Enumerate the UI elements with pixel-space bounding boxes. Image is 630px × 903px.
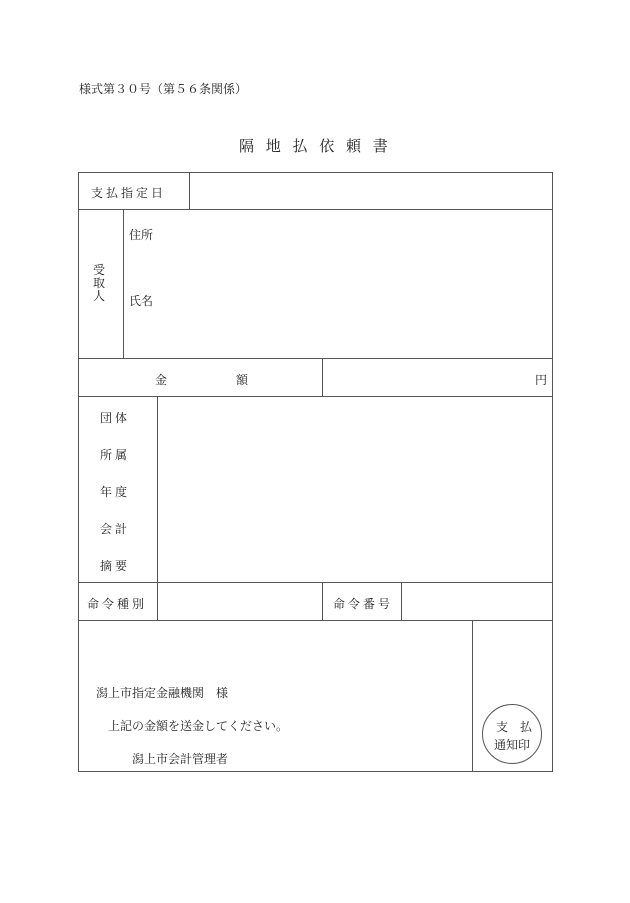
page-title: 隔 地 払 依 頼 書 [239,139,392,155]
manager-name: 潟上市会計管理者 [132,752,229,766]
org-label: 団 体 [100,411,128,425]
seal-label-2: 通知印 [494,738,531,752]
bank-addressee: 潟上市指定金融機関 様 [96,686,229,700]
account-label: 会 計 [100,522,128,536]
recipient-label: 受 取 人 [93,263,106,303]
summary-label: 摘 要 [100,559,128,573]
seal-label-1: 支 払 [496,720,533,734]
payment-date-field[interactable] [190,173,552,208]
form-number: 様式第３０号（第５６条関係） [79,82,248,96]
order-type-label: 命 令 種 別 [87,597,145,611]
payment-date-label: 支 払 指 定 日 [91,186,164,200]
order-number-label: 命 令 番 号 [333,597,391,611]
amount-label-2: 額 [236,373,249,387]
address-label: 住所 [129,228,154,242]
yen-unit: 円 [535,373,548,387]
request-text: 上記の金額を送金してください。 [108,719,289,733]
amount-label: 金 [155,373,168,387]
year-label: 年 度 [100,485,128,499]
dept-label: 所 属 [100,448,128,462]
form-table [78,172,553,772]
name-label: 氏名 [129,294,154,308]
